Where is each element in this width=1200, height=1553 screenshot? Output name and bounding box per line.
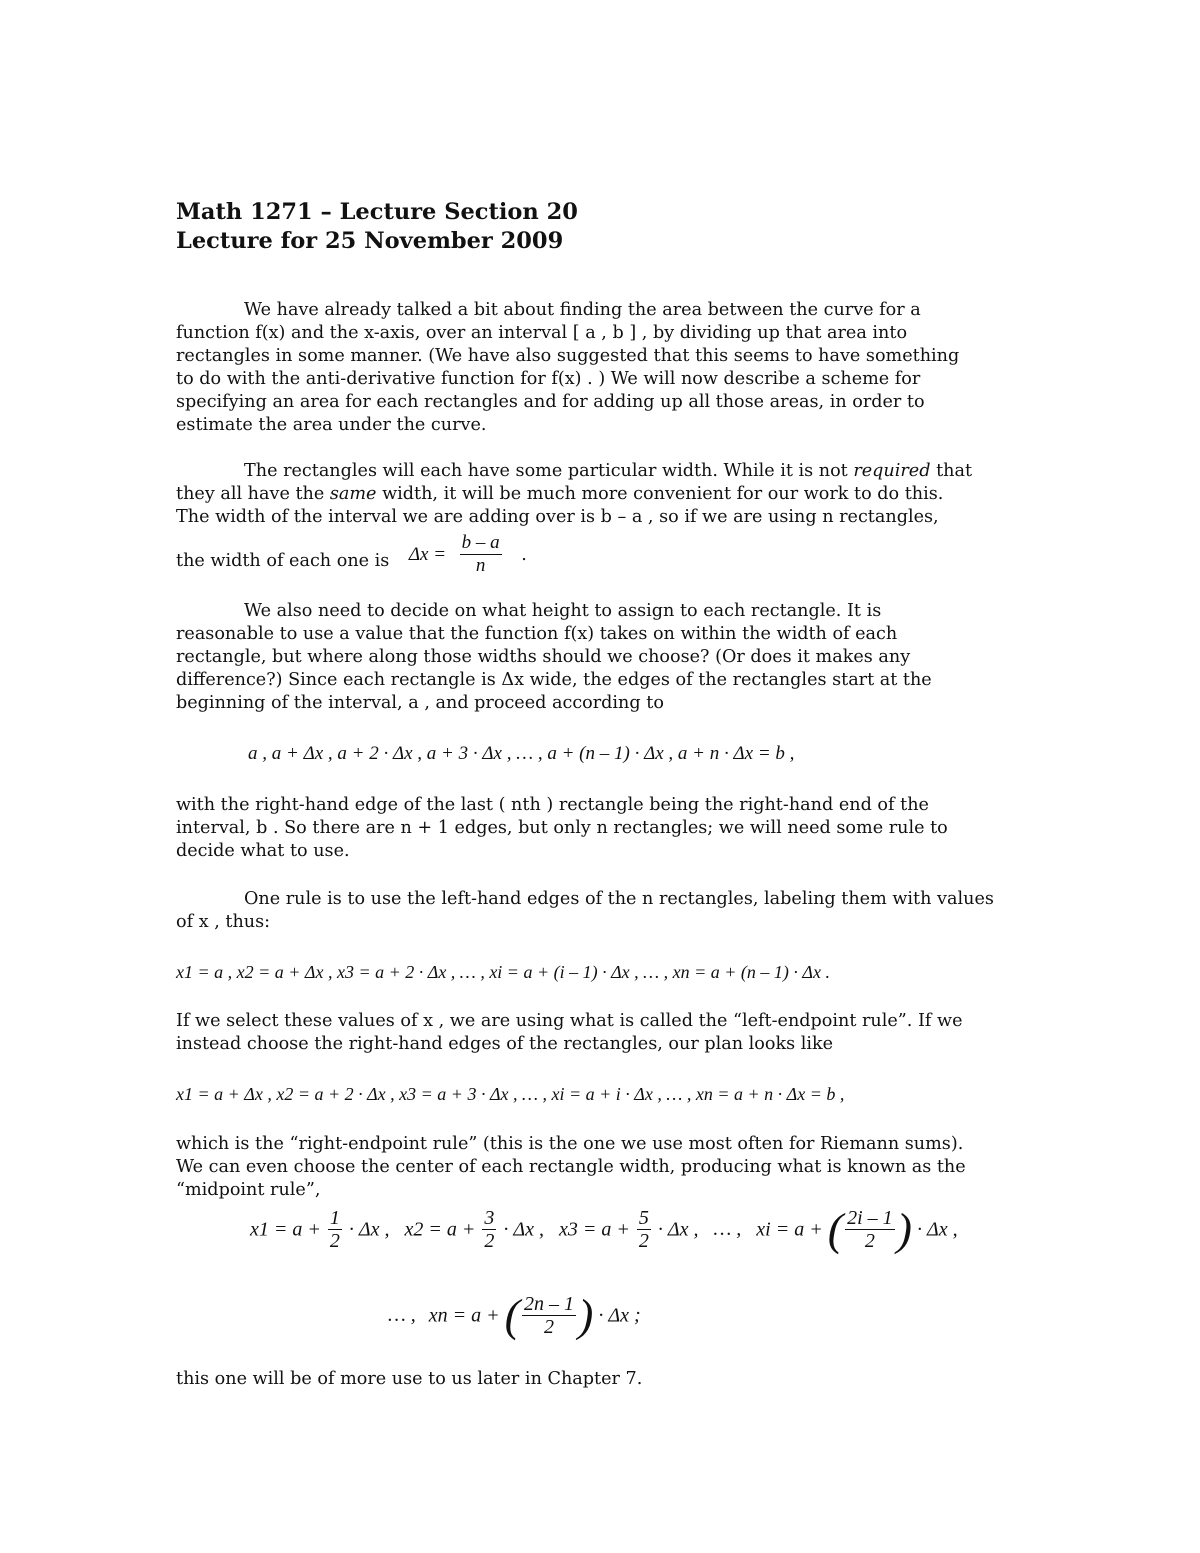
text-line: rectangle, but where along those widths should we choose? (Or does it makes any [176, 647, 911, 667]
paragraph-1 [176, 299, 1076, 437]
left-endpoint-equation: x1 = a , x2 = a + Δx , x3 = a + 2 · Δx , … , xi = a + (i – 1) · Δx , … , xn = a + (n – 1) · Δx . [176, 962, 830, 982]
text-line: specifying an area for each rectangles and for adding up all those areas, in order to [176, 392, 925, 412]
title-line-1: Math 1271 – Lecture Section 20 [176, 199, 578, 225]
paragraph-5 [176, 888, 1076, 934]
paragraph-6 [176, 1010, 1076, 1056]
text-line: We also need to decide on what height to assign to each rectangle. It is [244, 601, 882, 621]
text-line: which is the “right-endpoint rule” (this is the one we use most often for Riemann sums). [176, 1134, 964, 1154]
delta-x-fraction: $\frac{b - a}{n}$ [461, 532, 500, 576]
text-line: We can even choose the center of each rectangle width, producing what is known as the [176, 1157, 966, 1177]
paragraph-7 [176, 1133, 1076, 1202]
text-line: If we select these values of x , we are using what is called the “left-endpoint rule”. If we [176, 1011, 963, 1031]
text-line: One rule is to use the left-hand edges of the n rectangles, labeling them with values [244, 889, 994, 909]
text-line: the width of each one is [176, 550, 390, 571]
text-line: this one will be of more use to us later in Chapter 7. [176, 1369, 643, 1389]
text-line: with the right-hand edge of the last ( nth ) rectangle being the right-hand end of the [176, 795, 929, 815]
width-formula-line: the width of each one is Δx = $\frac{b - a}{n}$ . [176, 532, 527, 576]
right-endpoint-equation: x1 = a + Δx , x2 = a + 2 · Δx , x3 = a + 3 · Δx , … , xi = a + i · Δx , … , xn = a + n · Δx = b , [176, 1084, 845, 1104]
title-line-2: Lecture for 25 November 2009 [176, 228, 564, 254]
term-x3: x3 = a + $\frac{5}{2}$ · Δx , [559, 1206, 699, 1252]
text-line: they all have the same width, it will be much more convenient for our work to do this. [176, 484, 944, 504]
text-line: instead choose the right-hand edges of the rectangles, our plan looks like [176, 1034, 834, 1054]
text-line: decide what to use. [176, 841, 350, 861]
paragraph-3 [176, 600, 1076, 715]
emphasis-required: required [853, 461, 931, 481]
edges-equation: a , a + Δx , a + 2 · Δx , a + 3 · Δx , … , a + (n – 1) · Δx , a + n · Δx = b , [248, 743, 795, 764]
term-xn: xn = a + ( $\frac{2n - 1}{2}$ ) · Δx ; [428, 1289, 641, 1340]
text-line: interval, b . So there are n + 1 edges, but only n rectangles; we will need some rule to [176, 818, 948, 838]
term-x1: x1 = a + $\frac{1}{2}$ · Δx , [250, 1206, 390, 1252]
text-line: reasonable to use a value that the function f(x) takes on within the width of each [176, 624, 898, 644]
text-line: of x , thus: [176, 912, 271, 932]
text-line: The rectangles will each have some particular width. While it is not required that [244, 461, 973, 481]
text-line: estimate the area under the curve. [176, 415, 487, 435]
delta-x-label: Δx = [408, 543, 447, 565]
paragraph-2 [176, 460, 1076, 529]
closing-paragraph [176, 1368, 1076, 1391]
text-line: function f(x) and the x-axis, over an interval [ a , b ] , by dividing up that area into [176, 323, 908, 343]
midpoint-equation-line-1: x1 = a + $\frac{1}{2}$ · Δx , x2 = a + $\frac{3}{2}$ · Δx , x3 = a + $\frac{5}{2}$ · Δx , … , xi = a + ( $\frac{2i - 1}{2}$ ) · Δx , [250, 1203, 958, 1254]
text-line: beginning of the interval, a , and proceed according to [176, 693, 664, 713]
emphasis-same: same [329, 484, 377, 504]
paragraph-4 [176, 794, 1076, 863]
text-line: difference?) Since each rectangle is Δx wide, the edges of the rectangles start at the [176, 670, 932, 690]
text-line: “midpoint rule”, [176, 1180, 321, 1200]
midpoint-equation-line-2: … , xn = a + ( $\frac{2n - 1}{2}$ ) · Δx ; [388, 1289, 641, 1340]
text-line: to do with the anti-derivative function for f(x) . ) We will now describe a scheme for [176, 369, 921, 389]
text-line: The width of the interval we are adding over is b – a , so if we are using n rectangles, [176, 507, 939, 527]
text-line: We have already talked a bit about finding the area between the curve for a [244, 300, 921, 320]
text-line: rectangles in some manner. (We have also suggested that this seems to have something [176, 346, 960, 366]
term-x2: x2 = a + $\frac{3}{2}$ · Δx , [404, 1206, 544, 1252]
term-xi: xi = a + ( $\frac{2i - 1}{2}$ ) · Δx , [756, 1203, 958, 1254]
